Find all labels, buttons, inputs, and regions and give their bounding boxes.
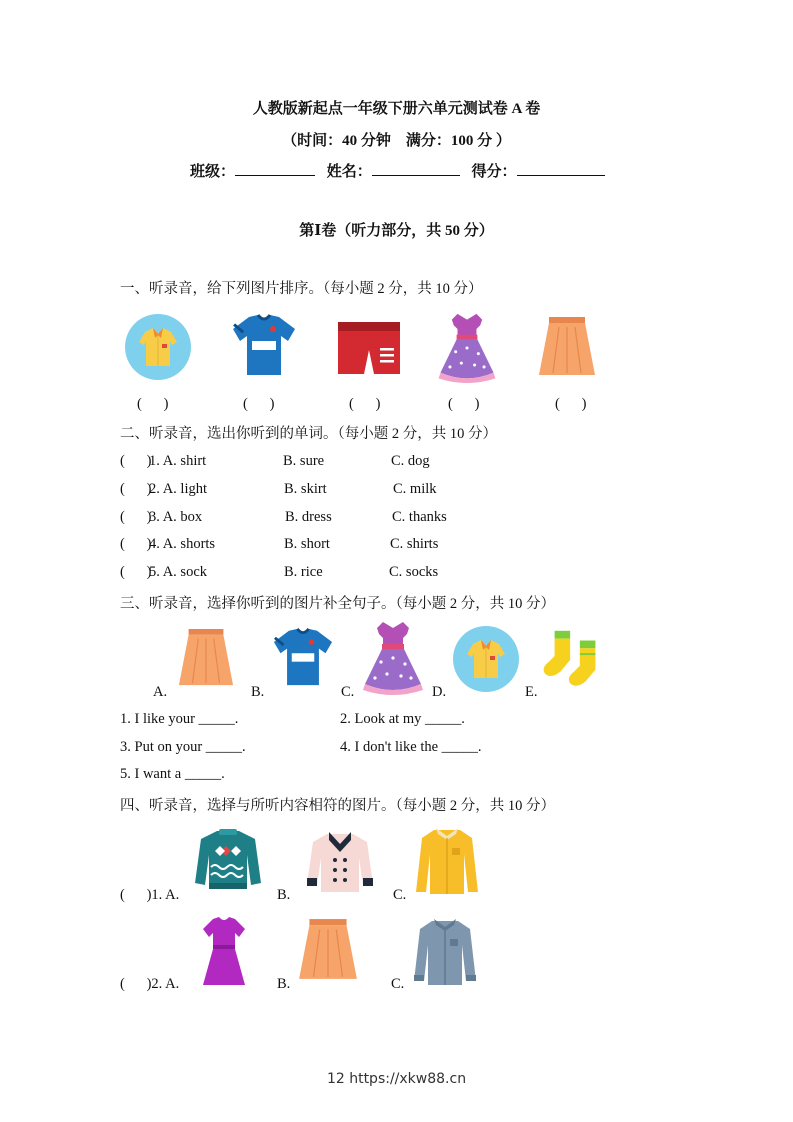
section4-title: 四、听录音，选择与所听内容相符的图片。（每小题 2 分，共 10 分） <box>120 798 555 814</box>
q2-4-option-a: 4. A. shorts <box>149 536 216 552</box>
answer-slot-3[interactable]: ( ) <box>349 396 381 412</box>
q2-1-option-a: 1. A. shirt <box>149 453 207 469</box>
q2-3-bracket[interactable]: ( ) <box>120 509 152 525</box>
page-subtitle: （时间：40 分钟 满分：100 分 ） <box>282 133 511 149</box>
tshirt-icon <box>270 627 336 687</box>
q2-3-option-b: B. dress <box>285 509 332 525</box>
q2-5-option-c: C. socks <box>389 564 439 580</box>
page-footer: 12 https://xkw88.cn <box>326 1071 467 1087</box>
purple-dress-icon <box>199 915 249 987</box>
option-label-c: C. <box>341 684 355 700</box>
socks-icon <box>541 628 609 688</box>
class-blank[interactable] <box>235 161 315 176</box>
q2-4-option-c: C. shirts <box>390 536 439 552</box>
q2-3-option-a: 3. A. box <box>149 509 203 525</box>
q2-2-option-a: 2. A. light <box>149 481 208 497</box>
grey-shirt-icon <box>410 915 480 987</box>
q4-1-prefix[interactable]: ( )1. A. <box>120 887 180 903</box>
sweater-icon <box>193 827 263 893</box>
section3-title: 三、听录音，选择你听到的图片补全句子。（每小题 2 分，共 10 分） <box>120 596 555 612</box>
score-blank[interactable] <box>517 161 605 176</box>
q4-2-prefix[interactable]: ( )2. A. <box>120 976 180 992</box>
page-title: 人教版新起点一年级下册六单元测试卷 A 卷 <box>252 101 541 117</box>
name-blank[interactable] <box>372 161 460 176</box>
q2-3-option-c: C. thanks <box>392 509 447 525</box>
score-label: 得分： <box>471 164 517 180</box>
dress-icon <box>435 312 499 384</box>
q2-4-bracket[interactable]: ( ) <box>120 536 152 552</box>
skirt-icon <box>177 627 235 689</box>
class-label: 班级： <box>190 164 236 180</box>
part-title: 第Ⅰ卷（听力部分，共 50 分） <box>299 223 494 239</box>
q2-1-bracket[interactable]: ( ) <box>120 453 152 469</box>
info-line <box>190 160 605 181</box>
q2-5-option-b: B. rice <box>284 564 323 580</box>
shirt-icon <box>123 312 193 382</box>
q2-1-option-c: C. dog <box>391 453 430 469</box>
yellow-shirt-icon <box>412 824 482 896</box>
section1-title: 一、听录音，给下列图片排序。（每小题 2 分，共 10 分） <box>120 281 483 297</box>
sentence-1: 1. I like your _____. <box>120 711 239 727</box>
shorts-icon <box>334 320 404 378</box>
option-label-a: A. <box>153 684 168 700</box>
q2-4-option-b: B. short <box>284 536 330 552</box>
option-label-d: D. <box>432 684 447 700</box>
sentence-5: 5. I want a _____. <box>120 766 225 782</box>
shirt-icon <box>451 624 521 694</box>
section2-title: 二、听录音，选出你听到的单词。（每小题 2 分，共 10 分） <box>120 426 497 442</box>
skirt-icon <box>297 917 359 983</box>
skirt-icon <box>536 315 598 379</box>
dress-icon <box>358 620 428 696</box>
option-label-b: B. <box>251 684 265 700</box>
q4-2-option-b: B. <box>277 976 291 992</box>
coat-icon <box>305 828 375 894</box>
option-label-e: E. <box>525 684 538 700</box>
answer-slot-1[interactable]: ( ) <box>137 396 169 412</box>
answer-slot-5[interactable]: ( ) <box>555 396 587 412</box>
sentence-3: 3. Put on your _____. <box>120 739 246 755</box>
q4-1-option-b: B. <box>277 887 291 903</box>
q2-5-option-a: 5. A. sock <box>149 564 207 580</box>
sentence-2: 2. Look at my _____. <box>340 711 465 727</box>
q2-1-option-b: B. sure <box>283 453 325 469</box>
q4-1-option-c: C. <box>393 887 407 903</box>
answer-slot-4[interactable]: ( ) <box>448 396 480 412</box>
answer-slot-2[interactable]: ( ) <box>243 396 275 412</box>
q2-2-option-c: C. milk <box>393 481 437 497</box>
q2-5-bracket[interactable]: ( ) <box>120 564 152 580</box>
q2-2-option-b: B. skirt <box>284 481 327 497</box>
q4-2-option-c: C. <box>391 976 405 992</box>
q2-2-bracket[interactable]: ( ) <box>120 481 152 497</box>
tshirt-icon <box>229 313 299 377</box>
sentence-4: 4. I don't like the _____. <box>340 739 482 755</box>
name-label: 姓名： <box>326 164 372 180</box>
